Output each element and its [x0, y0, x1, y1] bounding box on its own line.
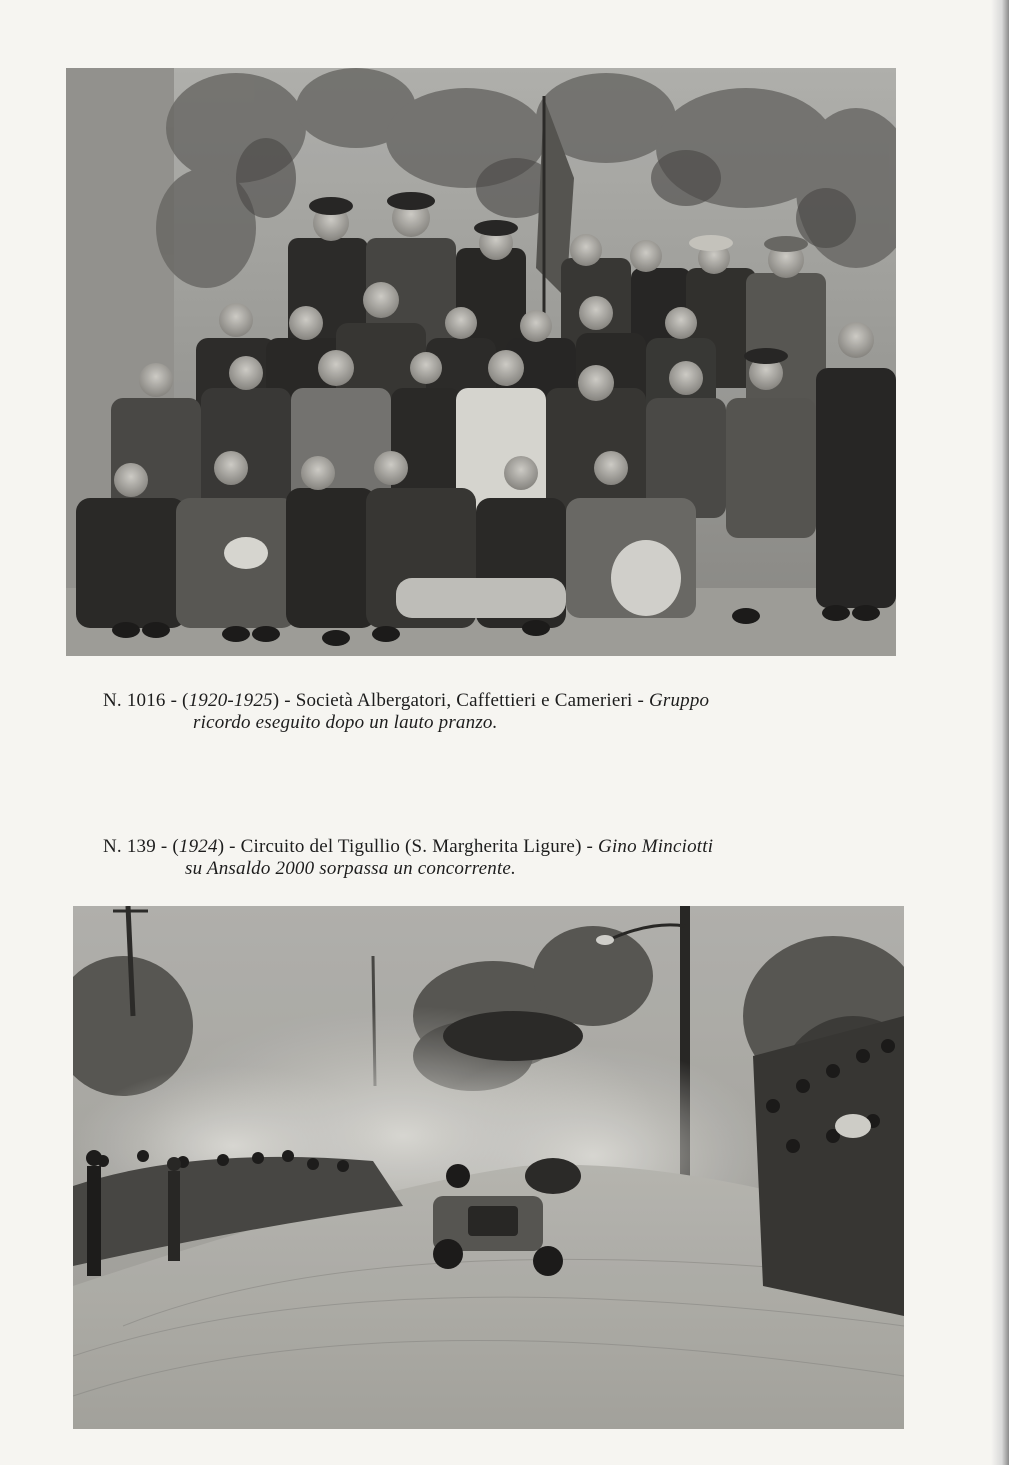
caption-title: Circuito del Tigullio (S. Margherita Ligure) [240, 836, 582, 857]
caption-date: 1920-1925 [188, 690, 273, 711]
caption-title: Società Albergatori, Caffettieri e Camerieri [295, 690, 633, 711]
race-photo [73, 906, 904, 1429]
caption-date: 1924 [178, 836, 218, 857]
caption-description: Gino Minciotti [598, 836, 714, 857]
group-portrait-image [66, 68, 896, 656]
caption-number: N. 139 [103, 836, 156, 857]
caption-group-photo: N. 1016 - (1920-1925) - Società Albergatori, Caffettieri e Camerieri - Gruppo ricordo eseguito dopo un lauto pranzo. [103, 690, 710, 733]
caption-number: N. 1016 [103, 690, 166, 711]
caption-race-photo: N. 139 - (1924) - Circuito del Tigullio (S. Margherita Ligure) - Gino Minciotti su Ansaldo 2000 sorpassa un concorrente. [103, 836, 714, 879]
caption-description-line2: ricordo eseguito dopo un lauto pranzo. [193, 712, 498, 733]
caption-description: Gruppo [648, 690, 710, 711]
race-image [73, 906, 904, 1429]
page-edge-shadow [991, 0, 1009, 1465]
caption-description-line2: su Ansaldo 2000 sorpassa un concorrente. [185, 858, 516, 879]
group-portrait-photo [66, 68, 896, 656]
